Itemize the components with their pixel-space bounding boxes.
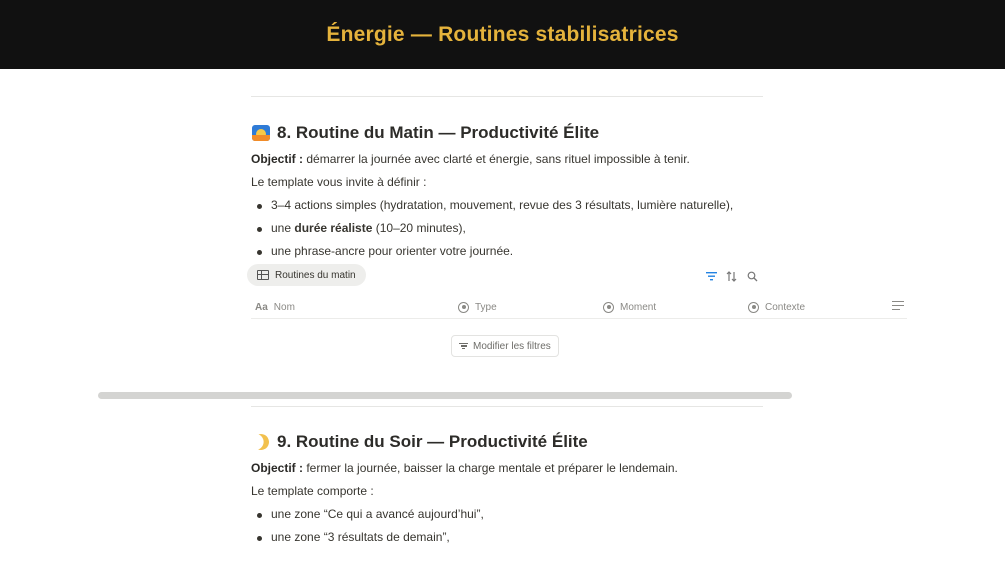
evening-routine-section bbox=[251, 430, 911, 549]
objective-label: Objectif : bbox=[251, 152, 304, 166]
tab-routines-du-matin[interactable] bbox=[247, 264, 366, 286]
column-header-nom[interactable] bbox=[255, 296, 295, 318]
page-title: Énergie — Routines stabilisatrices bbox=[326, 22, 679, 46]
filter-icon bbox=[459, 341, 468, 351]
objective-paragraph bbox=[251, 148, 911, 171]
select-property-icon bbox=[458, 302, 469, 313]
page-header bbox=[0, 0, 1005, 69]
properties-menu-icon[interactable] bbox=[892, 301, 904, 312]
table-divider bbox=[251, 318, 907, 319]
column-header-moment[interactable] bbox=[603, 296, 656, 318]
button-label: Modifier les filtres bbox=[473, 340, 551, 352]
select-property-icon bbox=[748, 302, 759, 313]
crescent-moon-icon bbox=[251, 434, 271, 450]
select-property-icon bbox=[603, 302, 614, 313]
column-label: Moment bbox=[620, 301, 657, 313]
divider bbox=[251, 96, 763, 97]
list-item: une zone “Ce qui a avancé aujourd’hui”, bbox=[251, 503, 911, 526]
emphasis-text: durée réaliste bbox=[294, 221, 373, 235]
column-header-type[interactable] bbox=[458, 296, 497, 318]
search-icon[interactable] bbox=[745, 269, 759, 283]
divider bbox=[251, 406, 763, 407]
intro-paragraph: Le template comporte : bbox=[251, 484, 374, 498]
sort-icon[interactable] bbox=[724, 269, 738, 283]
view-tab-label: Routines du matin bbox=[275, 269, 356, 281]
section-title: 9. Routine du Soir — Productivité Élite bbox=[277, 432, 588, 451]
column-label: Contexte bbox=[765, 301, 806, 313]
section-title: 8. Routine du Matin — Productivité Élite bbox=[277, 123, 600, 142]
horizontal-scrollbar[interactable] bbox=[98, 392, 792, 399]
morning-routine-section bbox=[251, 121, 911, 263]
text: (10–20 minutes), bbox=[372, 221, 466, 235]
filter-icon[interactable] bbox=[704, 269, 718, 283]
objective-label: Objectif : bbox=[251, 461, 304, 475]
column-label: Nom bbox=[273, 301, 295, 313]
section-heading bbox=[251, 430, 911, 454]
text: une bbox=[271, 221, 295, 235]
column-header-contexte[interactable] bbox=[748, 296, 805, 318]
column-label: Type bbox=[475, 301, 497, 313]
table-icon bbox=[257, 270, 269, 280]
sunrise-icon bbox=[251, 125, 271, 141]
list-item: une phrase-ancre pour orienter votre journée. bbox=[251, 240, 911, 263]
objective-paragraph bbox=[251, 457, 911, 480]
section-heading bbox=[251, 121, 911, 145]
list-item: 3–4 actions simples (hydratation, mouvement, revue des 3 résultats, lumière naturelle), bbox=[251, 194, 911, 217]
bullet-list bbox=[251, 503, 911, 549]
objective-text: fermer la journée, baisser la charge mentale et préparer le lendemain. bbox=[303, 461, 678, 475]
list-item bbox=[251, 217, 911, 240]
list-item: une zone “3 résultats de demain”, bbox=[251, 526, 911, 549]
intro-paragraph: Le template vous invite à définir : bbox=[251, 175, 427, 189]
objective-text: démarrer la journée avec clarté et énergie, sans rituel impossible à tenir. bbox=[303, 152, 690, 166]
bullet-list bbox=[251, 194, 911, 263]
text-property-icon: Aa bbox=[255, 301, 268, 313]
modify-filters-button[interactable] bbox=[451, 335, 559, 357]
